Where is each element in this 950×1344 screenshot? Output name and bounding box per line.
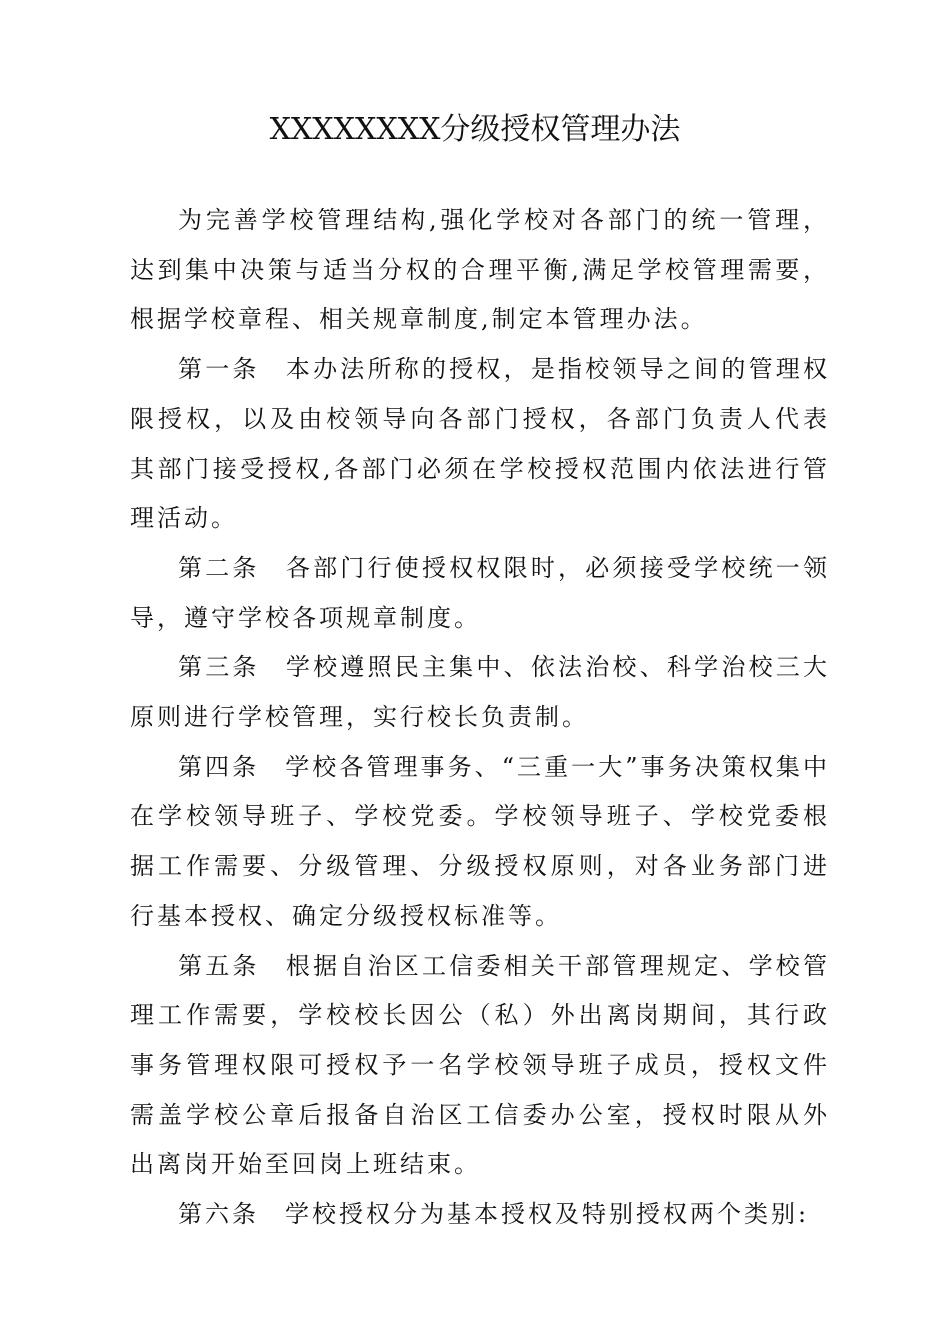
article-label: 第一条 [178, 355, 260, 384]
article-text: 根据自治区工信委相关干部管理规定、学校管理工作需要，学校校长因公（私）外出离岗期间，其行政事务管理权限可授权予一名学校领导班子成员，授权文件需盖学校公章后报备自治区工信委办公室，授权时限从外出离岗开始至回岗上班结束。 [130, 951, 831, 1179]
preamble-paragraph: 为完善学校管理结构,强化学校对各部门的统一管理，达到集中决策与适当分权的合理平衡,满足学校管理需要，根据学校章程、相关规章制度,制定本管理办法。 [130, 206, 830, 334]
document-title: XXXXXXXX分级授权管理办法 [269, 112, 681, 147]
article-label: 第二条 [178, 553, 260, 582]
article-text: 学校授权分为基本授权及特别授权两个类别: [285, 1200, 810, 1229]
article-label: 第六条 [178, 1200, 259, 1229]
article-1 [130, 345, 830, 544]
article-text: 学校遵照民主集中、依法治校、科学治校三大原则进行学校管理，实行校长负责制。 [130, 653, 831, 732]
article-label: 第三条 [178, 653, 260, 682]
article-5 [130, 942, 830, 1191]
article-6 [130, 1190, 830, 1240]
article-2 [130, 544, 830, 643]
article-label: 第四条 [178, 752, 260, 781]
article-text: 学校各管理事务、“三重一大”事务决策权集中在学校领导班子、学校党委。学校领导班子、学校党委根据工作需要、分级管理、分级授权原则，对各业务部门进行基本授权、确定分级授权标准等。 [130, 752, 830, 930]
article-text: 各部门行使授权权限时，必须接受学校统一领导，遵守学校各项规章制度。 [130, 553, 831, 632]
article-text: 本办法所称的授权，是指校领导之间的管理权限授权，以及由校领导向各部门授权，各部门负责人代表其部门接受授权,各部门必须在学校授权范围内依法进行管理活动。 [130, 355, 831, 533]
article-label: 第五条 [178, 951, 260, 980]
article-3 [130, 643, 830, 742]
document-body [130, 196, 830, 1240]
article-4 [130, 743, 830, 942]
